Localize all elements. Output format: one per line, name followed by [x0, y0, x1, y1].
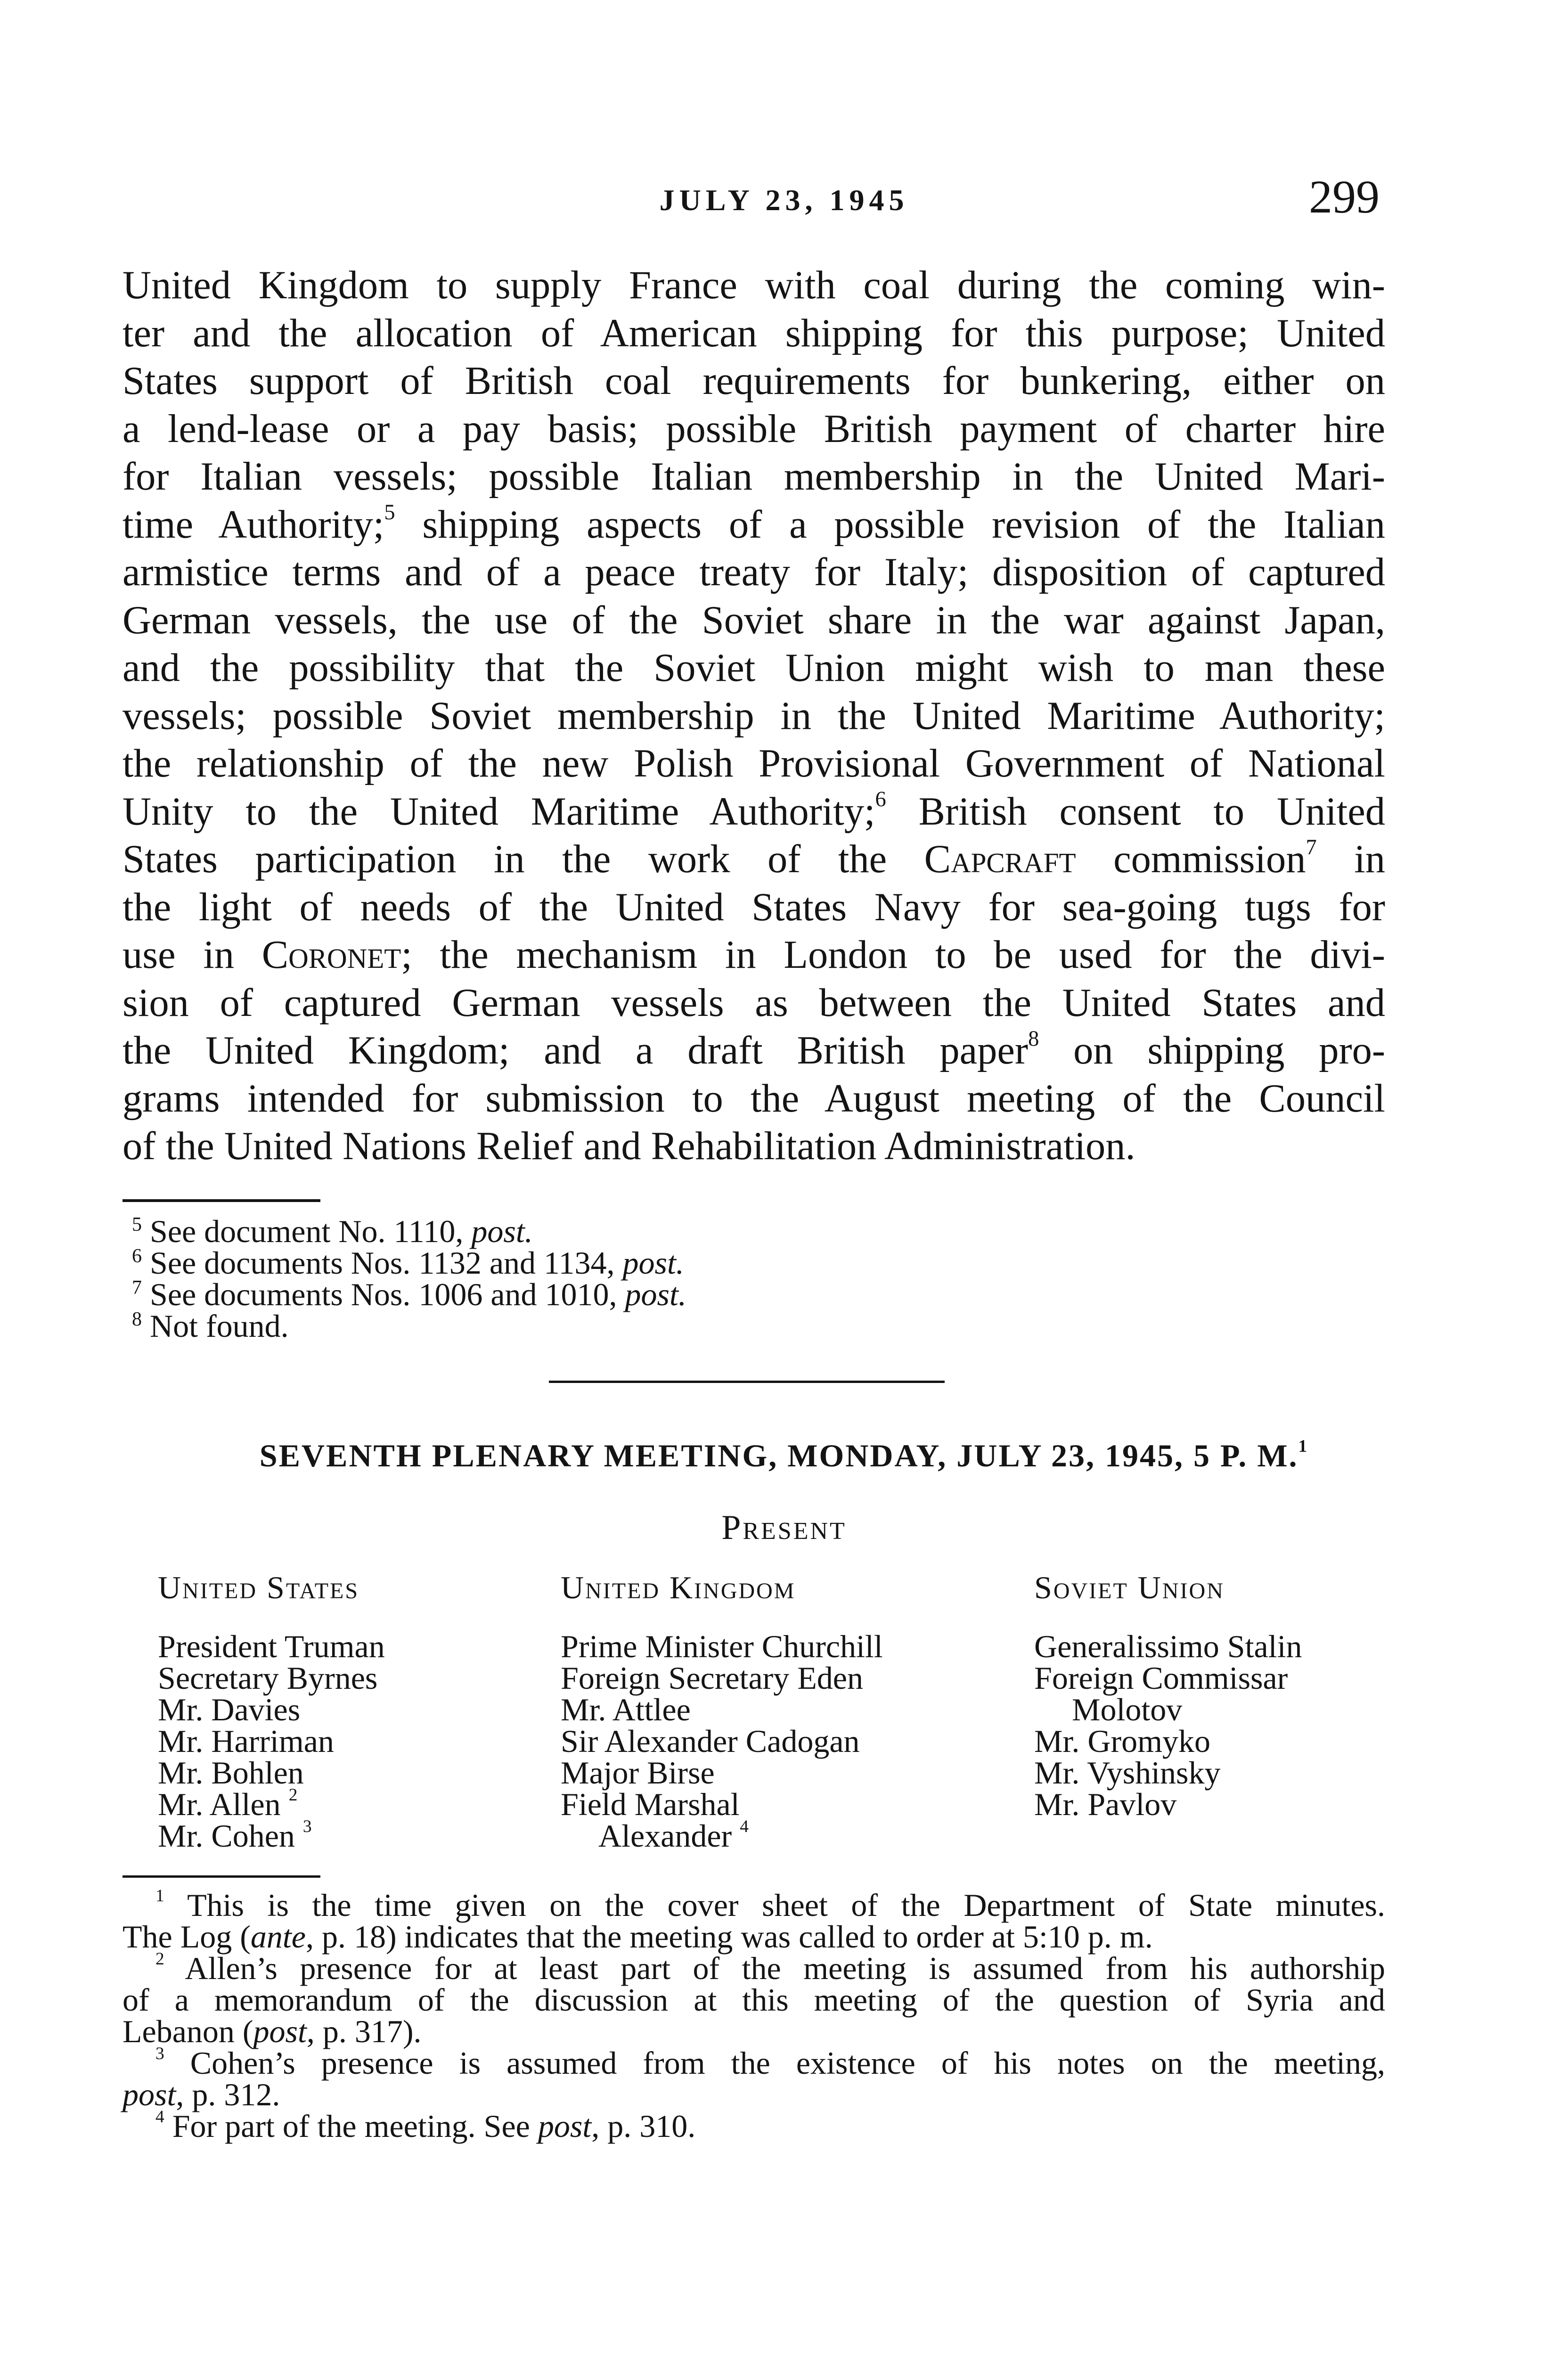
footnote-divider-bottom	[122, 1875, 320, 1878]
meeting-title-text: SEVENTH PLENARY MEETING, MONDAY, JULY 23, 1945, 5 P. M.	[259, 1438, 1298, 1473]
text-segment: use in	[122, 933, 262, 977]
footnote	[122, 2044, 1385, 2112]
text-segment: for Italian vessels; possible Italian membership in the United Mari-	[122, 455, 1385, 499]
text-segment: Unity to the United Maritime Authority;	[122, 789, 875, 834]
footnote-ref: 6	[875, 787, 886, 812]
attendees-united-states	[158, 1569, 385, 1852]
text-segment: in	[1316, 837, 1385, 881]
attendee	[561, 1786, 883, 1822]
footnote-text: Not found.	[150, 1308, 289, 1344]
text-line	[122, 979, 1385, 1027]
attendee-name: Mr. Davies	[158, 1692, 301, 1727]
delegation-heading: Soviet Union	[1034, 1570, 1225, 1605]
attendee	[1034, 1694, 1302, 1726]
text-line	[122, 740, 1385, 788]
text-line	[122, 453, 1385, 501]
footnote-text: This is the time given on the cover sheet of the Department of State minutes.	[187, 1887, 1386, 1923]
attendee	[158, 1694, 385, 1726]
attendee-name: President Truman	[158, 1628, 385, 1664]
footnote-text: , p. 317).	[306, 2013, 422, 2049]
attendee	[561, 1662, 883, 1694]
running-head-date: JULY 23, 1945	[659, 183, 909, 217]
footnote-text: , p. 18) indicates that the meeting was called to order at 5:10 p. m.	[305, 1919, 1153, 1955]
code-name: Coronet	[261, 933, 401, 977]
footnote-line	[122, 2044, 1385, 2081]
text-line	[122, 548, 1385, 597]
text-segment: the light of needs of the United States Navy for sea-going tugs for	[122, 885, 1385, 929]
text-segment: German vessels, the use of the Soviet share in the war against Japan,	[122, 598, 1385, 642]
text-segment: sion of captured German vessels as between the United States and	[122, 981, 1385, 1025]
footnote-italic: ante	[250, 1919, 306, 1955]
attendee-name: Prime Minister Churchill	[561, 1628, 883, 1664]
footnote-number: 2	[155, 1949, 164, 1969]
footnote-number: 4	[155, 2107, 164, 2127]
footnote: 6 See documents Nos. 1132 and 1134, post.	[132, 1245, 684, 1281]
text-segment: States participation in the work of the	[122, 837, 924, 881]
attendee	[158, 1723, 385, 1759]
footnote-text: For part of the meeting. See	[172, 2108, 538, 2144]
attendee	[561, 1628, 883, 1664]
footnote-ref: 2	[288, 1785, 298, 1805]
attendee-name: Generalissimo Stalin	[1034, 1628, 1302, 1664]
attendee-name: Mr. Allen	[158, 1786, 281, 1822]
footnote-line	[122, 1921, 1385, 1953]
attendee-name: Field Marshal	[561, 1786, 740, 1822]
text-line	[122, 405, 1385, 453]
section-divider	[549, 1381, 945, 1383]
attendee	[158, 1628, 385, 1664]
footnote	[122, 2107, 1385, 2144]
text-line	[122, 835, 1385, 884]
text-line	[122, 1075, 1385, 1123]
footnote-ref: 5	[384, 500, 395, 525]
text-segment: armistice terms and of a peace treaty for Italy; disposition of captured	[122, 550, 1385, 594]
attendees-list	[0, 1569, 1568, 1852]
footnote-line	[122, 2013, 1385, 2049]
text-segment: British consent to United	[886, 789, 1385, 834]
footnote-text: Lebanon (	[122, 2013, 253, 2049]
footnote-line	[122, 1984, 1385, 2016]
footnote-text: See documents Nos. 1132 and 1134,	[150, 1245, 623, 1281]
footnotes-top	[132, 1213, 686, 1344]
footnote-divider	[122, 1199, 320, 1202]
delegation-heading: United Kingdom	[561, 1570, 796, 1605]
attendee	[158, 1757, 385, 1789]
text-line	[122, 788, 1385, 836]
footnote-text: Allen’s presence for at least part of the meeting is assumed from his authorship	[185, 1950, 1385, 1986]
footnote-text: , p. 312.	[176, 2077, 280, 2112]
text-segment: time Authority;	[122, 502, 384, 547]
footnote-italic: post.	[471, 1213, 533, 1249]
footnote-number: 3	[155, 2044, 164, 2063]
attendee	[1034, 1662, 1302, 1694]
attendee-name: Mr. Gromyko	[1034, 1723, 1210, 1759]
attendee	[1034, 1628, 1302, 1664]
attendee-name: Alexander	[598, 1818, 732, 1854]
footnote-ref: 7	[1306, 835, 1317, 859]
meeting-title	[0, 1437, 1568, 1474]
footnote	[122, 1886, 1386, 1955]
text-segment: shipping aspects of a possible revision of the Italian	[395, 502, 1386, 547]
footnote-text: Cohen’s presence is assumed from the existence of his notes on the meeting,	[190, 2045, 1385, 2081]
attendee-name: Molotov	[1072, 1692, 1183, 1727]
text-line	[122, 692, 1385, 740]
text-line	[122, 310, 1385, 358]
footnote-number: 1	[155, 1886, 164, 1906]
footnote-text: The Log (	[122, 1919, 251, 1955]
attendee-name: Mr. Bohlen	[158, 1755, 304, 1791]
body-paragraph	[122, 262, 1385, 1170]
text-segment: grams intended for submission to the August meeting of the Council	[122, 1076, 1385, 1121]
footnote-text: See document No. 1110,	[150, 1213, 472, 1249]
attendee-name: Mr. Harriman	[158, 1723, 334, 1759]
running-head	[0, 170, 1568, 236]
footnote: 8 Not found.	[132, 1308, 289, 1344]
footnotes-bottom	[122, 1886, 1386, 2144]
attendee-name: Mr. Cohen	[158, 1818, 295, 1854]
meeting-title-note: 1	[1298, 1436, 1309, 1456]
footnote: 5 See document No. 1110, post.	[132, 1213, 533, 1249]
text-line	[122, 884, 1385, 932]
delegation-heading: United States	[158, 1570, 359, 1605]
code-name: Capcraft	[924, 837, 1076, 881]
text-segment: ter and the allocation of American shipping for this purpose; United	[122, 311, 1385, 355]
page-number: 299	[1309, 171, 1380, 223]
text-segment: States support of British coal requirements for bunkering, either on	[122, 359, 1385, 403]
text-segment: vessels; possible Soviet membership in the United Maritime Authority;	[122, 694, 1385, 738]
footnote: 7 See documents Nos. 1006 and 1010, post.	[132, 1276, 686, 1312]
attendee-name: Secretary Byrnes	[158, 1660, 378, 1696]
footnote-text: See documents Nos. 1006 and 1010,	[150, 1276, 625, 1312]
attendee-name: Mr. Pavlov	[1034, 1786, 1177, 1822]
text-segment: and the possibility that the Soviet Union might wish to man these	[122, 646, 1385, 690]
attendee	[561, 1757, 883, 1789]
text-line	[122, 357, 1385, 405]
text-line	[122, 501, 1385, 549]
text-line	[122, 262, 1385, 310]
attendee-name: Mr. Vyshinsky	[1034, 1755, 1221, 1791]
text-segment: commission	[1076, 837, 1306, 881]
footnote-italic: post	[538, 2108, 592, 2144]
attendee-name: Sir Alexander Cadogan	[561, 1723, 860, 1759]
text-segment: of the United Nations Relief and Rehabilitation Administration.	[122, 1124, 1135, 1168]
footnote-ref: 3	[302, 1816, 312, 1836]
text-line	[122, 597, 1385, 645]
footnote-italic: post	[122, 2077, 176, 2112]
attendee	[1034, 1757, 1302, 1789]
text-line	[122, 1027, 1385, 1075]
attendees-soviet-union	[1034, 1569, 1302, 1820]
attendee	[158, 1785, 385, 1822]
attendee	[158, 1662, 385, 1694]
attendee-name: Foreign Secretary Eden	[561, 1660, 863, 1696]
footnote-line	[122, 1949, 1385, 1986]
attendee	[1034, 1723, 1302, 1759]
footnote-italic: post.	[625, 1276, 686, 1312]
attendee	[561, 1694, 883, 1726]
present-heading: Present	[721, 1508, 847, 1547]
text-segment: the United Kingdom; and a draft British paper	[122, 1029, 1029, 1072]
text-segment: a lend-lease or a pay basis; possible British payment of charter hire	[122, 407, 1385, 451]
text-segment: ; the mechanism in London to be used for the divi-	[401, 933, 1385, 977]
text-segment: on shipping pro-	[1039, 1029, 1385, 1072]
text-segment: the relationship of the new Polish Provisional Government of National	[122, 742, 1385, 785]
footnote-italic: post	[253, 2013, 307, 2049]
attendee	[1034, 1786, 1302, 1822]
attendee	[561, 1816, 883, 1854]
attendee-name: Major Birse	[561, 1755, 715, 1791]
attendee	[561, 1723, 883, 1759]
footnote-italic: post.	[622, 1245, 684, 1281]
body-paragraph-text	[122, 262, 1385, 1170]
footnote-line	[122, 1886, 1386, 1923]
text-segment: United Kingdom to supply France with coal during the coming win-	[122, 263, 1385, 307]
footnote-ref: 8	[1028, 1026, 1039, 1051]
text-line	[122, 1122, 1385, 1170]
attendee-name: Foreign Commissar	[1034, 1660, 1288, 1696]
attendees-united-kingdom	[561, 1569, 883, 1852]
footnote-line	[122, 2107, 1385, 2144]
text-line	[122, 644, 1385, 692]
text-line	[122, 931, 1385, 979]
footnote-text: of a memorandum of the discussion at this meeting of the question of Syria and	[122, 1982, 1385, 2018]
footnote	[122, 1949, 1385, 2049]
attendee	[158, 1816, 385, 1854]
footnote-text: , p. 310.	[591, 2108, 696, 2144]
footnote-ref: 4	[740, 1816, 749, 1836]
footnote-line	[122, 2079, 1385, 2111]
attendee-name: Mr. Attlee	[561, 1692, 691, 1727]
